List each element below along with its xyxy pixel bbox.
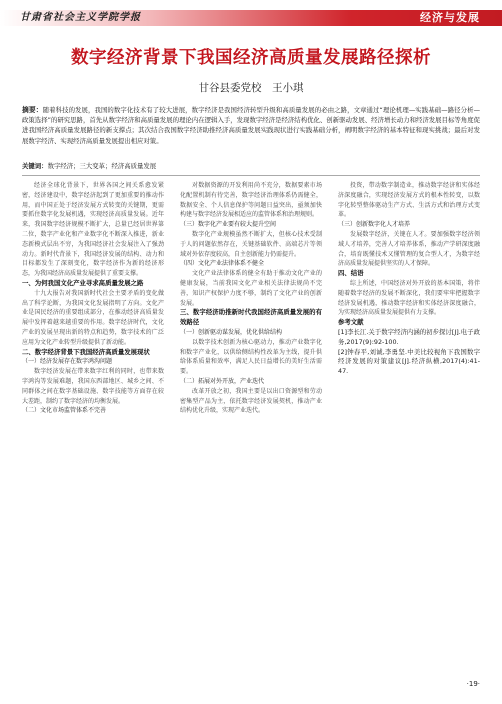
- abstract-label: 摘要：: [22, 106, 43, 114]
- reference-item: [1]李长江.关于数字经济内涵的初步探讨[J].电子政务,2017(9):92-100.: [338, 327, 480, 346]
- section-name: 经济与发展: [420, 11, 480, 24]
- body-paragraph: 对数据资源的开发利用尚不充分，数据要素市场化配置机制有待完善，数字经济治理体系仍需健全，数据安全、个人信息保护等问题日益突出，亟须加快构建与数字经济发展相适应的监管体系和治理规则。: [180, 182, 322, 219]
- subsection-heading: （一）创新驱动谋发展，优化供给结构: [180, 328, 283, 336]
- subsection-heading: （四）文化产业法律体系不健全: [180, 260, 265, 268]
- section-heading: 参考文献: [338, 318, 364, 327]
- page-number: ·19·: [466, 680, 480, 688]
- section-heading: 一、为何我国文化产业寻求高质量发展之路: [22, 278, 144, 287]
- body-paragraph: 数字经济发展在带来数字红利的同时，也带来数字鸿沟等发展难题，我国东西部地区、城乡之间、不同群体之间在数字基础设施、数字技能等方面存在较大差距，制约了数字经济的均衡发展。: [22, 368, 164, 405]
- journal-name: 甘肃省社会主义学院学报: [20, 12, 141, 23]
- body-paragraph: 投资，带动数字制造业，推动数字经济和实体经济深度融合，实现经济发展方式的根本性转变，以数字化转型整体驱动生产方式、生活方式和治理方式变革。: [338, 182, 480, 219]
- body-paragraph: 以数字技术创新为核心驱动力，推动产业数字化和数字产业化，以供给侧结构性改革为主线，提升供给体系质量和效率，满足人民日益增长的美好生活需要。: [180, 338, 322, 376]
- body-paragraph: 文化产业法律体系的健全有助于推动文化产业的健康发展，当前我国文化产业相关法律法规尚不完善，知识产权保护力度不够，制约了文化产业的创新发展。: [180, 270, 322, 307]
- body-paragraph: 经济全球化背景下，世界各国之间关系愈发紧密，经济建设中，数字经济起到了更加重要的推动作用，而中国正处于经济发展方式转变的关键期，更需要抓住数字化发展机遇，实现经济高质量发展。近年来，我国数字经济规模不断扩大，总量已经居世界第二位，数字产业化和产业数字化不断深入推进，新业态新模式层出不穷，为我国经济社会发展注入了强劲动力。新时代背景下，我国经济发展的结构、动力和目标都发生了深刻变化，数字经济作为新的经济形态，为我国经济高质量发展提供了重要支撑。: [22, 182, 164, 278]
- article-authors: 甘谷县委党校 王小琪: [198, 82, 304, 94]
- subsection-heading: （二）拓展对外开放，产业迭代: [180, 377, 265, 385]
- keywords-label: 关键词：: [22, 162, 48, 170]
- abstract-text: 随着科技的发展，我国的数字化技术有了较大进展，数字经济是我国经济转型升级和高质量发展的必由之路，文章通过“理论机理—实践基础—路径分析—政策选择”的研究思路，首先从数字经济和高质量发展的理论内在逻辑入手，发现数字经济是经济结构优化、创新驱动发展、经济增长动力和经济发展目标等角度促进我国经济高质量发展路径的新支撑点；其次结合我国数字经济助推经济高质量发展实践现状进行实践基础分析，阐明数字经济的基本特征和现实挑战；最后对发展数字经济、实现经济高质量发展提出相应对策。: [22, 106, 480, 145]
- body-paragraph: 十九大报告对我国新时代社会主要矛盾的变化做出了科学论断，为我国文化发展指明了方向。文化产业是国民经济的重要组成部分，在推动经济高质量发展中发挥着越来越重要的作用。数字经济时代，文化产业的发展呈现出新的特点和趋势，数字技术的广泛应用为文化产业转型升级提供了新动能。: [22, 289, 164, 346]
- subsection-heading: （三）数字化产业要有较大提升空间: [180, 221, 277, 229]
- keywords-text: 数字经济；三大变革；经济高质量发展: [47, 162, 157, 170]
- section-heading: 三、数字经济助推新时代我国经济高质量发展的有效路径: [180, 308, 322, 327]
- subsection-heading: （二）文化市场监管体系不完善: [22, 407, 107, 415]
- subsection-heading: （三）创新数字化人才培养: [338, 221, 411, 229]
- body-paragraph: 综上所述，中国经济对外开放的基本国策，将伴随着数字经济的发展不断深化，我们要牢牢把握数字经济发展机遇，推动数字经济和实体经济深度融合，为实现经济高质量发展提供有力支撑。: [338, 279, 480, 317]
- body-paragraph: 改革开放之初，我国主要是以出口资源型和劳动密集型产品为主，依托数字经济发展契机，推动产业结构优化升级，实现产业迭代。: [180, 387, 322, 415]
- abstract: [22, 105, 480, 146]
- body-paragraph: 数字化产业规模虽然不断扩大，但核心技术受制于人的问题依然存在，关键基础软件、高端芯片等领域对外依存度较高，自主创新能力仍需提升。: [180, 230, 322, 258]
- section-heading: 二、数字经济背景下我国经济高质量发展现状: [22, 347, 150, 356]
- column-3: [338, 181, 480, 377]
- column-1: [22, 181, 164, 416]
- column-2: [180, 181, 322, 416]
- reference-item: [2]钟春平,刘诚,李勇坚.中美比较视角下我国数字经济发展的对策建议[J].经济纵横,2017(4):41-47.: [338, 347, 480, 376]
- article-title: 数字经济背景下我国经济高质量发展路径探析: [71, 48, 431, 68]
- keywords: [22, 161, 480, 171]
- section-heading: 四、结语: [338, 269, 364, 278]
- subsection-heading: （一）经济发展存在数字鸿沟问题: [22, 358, 113, 366]
- divider: [22, 175, 480, 176]
- body-paragraph: 发展数字经济，关键在人才。要加强数字经济领域人才培养，完善人才培养体系，推动产学研深度融合，培育既懂技术又懂管理的复合型人才，为数字经济高质量发展提供坚实的人才保障。: [338, 230, 480, 268]
